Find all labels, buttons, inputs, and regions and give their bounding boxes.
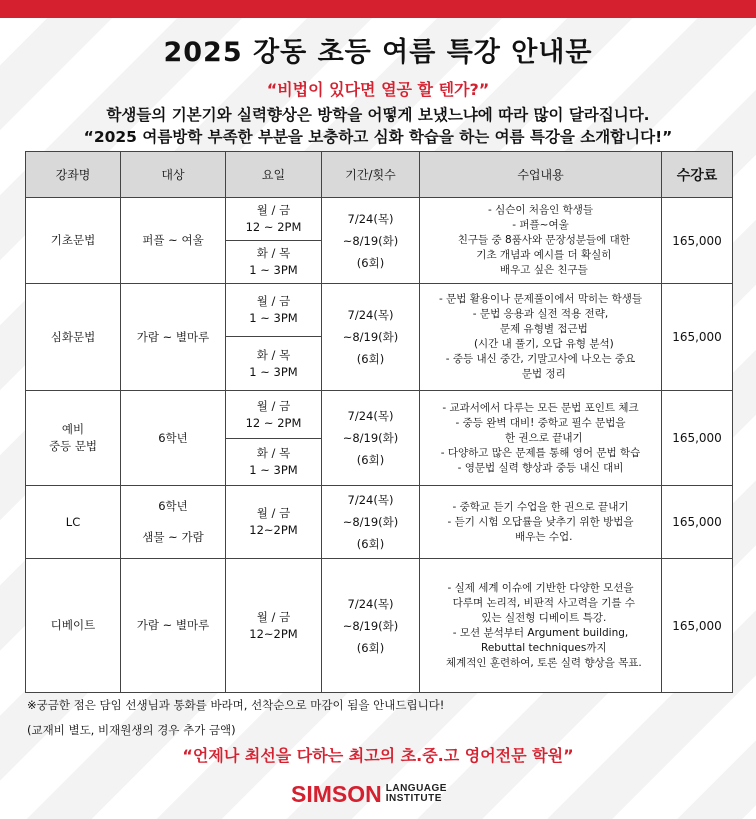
logo-sub-line-2: INSTITUTE	[385, 793, 442, 804]
schedule-cell	[226, 284, 322, 337]
course-table	[25, 151, 733, 693]
schedule-time: 12~2PM	[249, 523, 298, 537]
header-course: 강좌명	[26, 152, 121, 198]
schedule-days: 화 / 목	[256, 446, 291, 460]
period-text: 7/24(목)	[347, 596, 394, 611]
content-line: 문제 유형별 접근법	[493, 323, 588, 335]
header-days: 요일	[226, 152, 322, 198]
period-text: (6회)	[356, 352, 385, 366]
schedule-days: 월 / 금	[256, 203, 291, 217]
schedule-days: 월 / 금	[256, 398, 291, 413]
content-line: 문법 정리	[515, 368, 566, 380]
content-line: - 문법 활용이나 문제풀이에서 막히는 학생들	[438, 293, 643, 305]
course-name: 디베이트	[50, 618, 96, 632]
schedule-cell	[226, 198, 322, 241]
fee-cell: 165,000	[662, 486, 733, 559]
content-line: 한 권으로 끝내기	[498, 431, 583, 444]
content-line: - 중등 완벽 대비! 중학교 필수 문법을	[455, 416, 626, 429]
content-line: - 모션 분석부터 Argument building,	[452, 626, 629, 639]
schedule-days: 월 / 금	[256, 609, 291, 624]
table-row	[26, 198, 733, 241]
period-cell	[322, 486, 420, 559]
fee-cell: 165,000	[662, 391, 733, 486]
content-line: 기초 개념과 예시를 더 확실히	[469, 249, 612, 261]
period-text: ~8/19(화)	[342, 330, 399, 344]
target-cell	[121, 391, 226, 486]
content-cell	[420, 198, 662, 284]
page-title: 2025 강동 초등 여름 특강 안내문	[163, 37, 593, 68]
course-name: LC	[65, 514, 81, 529]
target-text: 가람 ~ 별마루	[136, 618, 210, 632]
target-cell	[121, 198, 226, 284]
simson-logo	[291, 781, 447, 807]
course-name: 중등 문법	[48, 439, 98, 453]
fee-cell: 165,000	[662, 198, 733, 284]
top-accent-bar	[0, 0, 756, 18]
schedule-cell	[226, 439, 322, 486]
content-line: 배우는 수업.	[508, 530, 573, 543]
course-name: 예비	[61, 422, 85, 436]
period-text: 7/24(목)	[347, 211, 394, 226]
course-name-cell	[26, 559, 121, 693]
schedule-cell	[226, 559, 322, 693]
period-text: ~8/19(화)	[342, 233, 399, 248]
content-line: - 퍼플~여울	[512, 219, 569, 231]
period-text: ~8/19(화)	[342, 515, 399, 529]
content-line: 있는 실전형 디베이트 특강.	[474, 611, 607, 624]
content-line: (시간 내 풀기, 오답 유형 분석)	[467, 338, 614, 350]
content-line: 다루며 논리적, 비판적 사고력을 기를 수	[446, 596, 635, 609]
period-text: (6회)	[356, 255, 385, 270]
course-name-cell	[26, 486, 121, 559]
target-cell	[121, 284, 226, 391]
intro-line-2: “2025 여름방학 부족한 부분을 보충하고 심화 학습을 하는 여름 특강을 소개합니다!”	[83, 128, 673, 146]
period-text: 7/24(목)	[347, 409, 394, 423]
header-period: 기간/횟수	[322, 152, 420, 198]
schedule-time: 1 ~ 3PM	[249, 263, 298, 277]
logo-main-text: SIMSON	[291, 780, 382, 807]
schedule-days: 월 / 금	[256, 506, 291, 520]
header-fee: 수강료	[662, 152, 733, 198]
target-cell	[121, 486, 226, 559]
period-text: ~8/19(화)	[342, 618, 399, 633]
content-line: - 실제 세계 이슈에 기반한 다양한 모션을	[447, 581, 634, 594]
course-name-cell	[26, 284, 121, 391]
schedule-time: 1 ~ 3PM	[249, 311, 298, 325]
target-text: 샘물 ~ 가람	[142, 530, 204, 544]
content-cell	[420, 391, 662, 486]
period-text: 7/24(목)	[347, 308, 394, 322]
course-name-cell	[26, 198, 121, 284]
table-row	[26, 486, 733, 559]
schedule-time: 12 ~ 2PM	[245, 415, 302, 430]
content-line: - 듣기 시험 오답률을 낮추기 위한 방법을	[447, 515, 634, 528]
schedule-time: 12 ~ 2PM	[245, 220, 302, 234]
table-header-row	[26, 152, 733, 198]
content-line: 체계적인 훈련하여, 토론 실력 향상을 목표.	[439, 656, 642, 669]
table-row	[26, 284, 733, 337]
content-line: - 문법 응용과 실전 적용 전략,	[472, 308, 609, 320]
content-line: - 다양하고 많은 문제를 통해 영어 문법 학습	[440, 446, 641, 459]
period-text: ~8/19(화)	[342, 431, 399, 445]
schedule-cell	[226, 391, 322, 439]
target-cell	[121, 559, 226, 693]
content-line: Rebuttal techniques까지	[474, 641, 607, 654]
schedule-time: 12~2PM	[249, 626, 298, 641]
content-line: - 중등 내신 중간, 기말고사에 나오는 중요	[445, 353, 636, 365]
logo-sub-text	[386, 784, 447, 804]
course-name: 심화문법	[50, 329, 96, 344]
period-text: (6회)	[356, 453, 385, 467]
slogan: “비법이 있다면 열공 할 텐가?”	[266, 80, 490, 99]
period-cell	[322, 559, 420, 693]
target-text: 퍼플 ~ 여울	[142, 233, 204, 247]
content-line: - 심슨이 처음인 학생들	[487, 204, 594, 216]
content-line: 배우고 싶은 친구들	[493, 264, 588, 276]
schedule-cell	[226, 486, 322, 559]
content-line: - 영문법 실력 향상과 중등 내신 대비	[457, 461, 624, 474]
schedule-time: 1 ~ 3PM	[249, 463, 298, 477]
notice-line-2: (교재비 별도, 비재원생의 경우 추가 금액)	[27, 723, 236, 737]
schedule-cell	[226, 337, 322, 391]
target-text: 6학년	[158, 499, 188, 513]
content-cell	[420, 559, 662, 693]
table-row	[26, 391, 733, 439]
period-cell	[322, 198, 420, 284]
header-content: 수업내용	[420, 152, 662, 198]
content-cell	[420, 486, 662, 559]
content-line: - 중학교 듣기 수업을 한 권으로 끝내기	[452, 500, 629, 513]
target-text: 가람 ~ 별마루	[136, 329, 210, 344]
schedule-time: 1 ~ 3PM	[249, 364, 298, 379]
period-cell	[322, 391, 420, 486]
course-name: 기초문법	[50, 233, 96, 247]
fee-cell: 165,000	[662, 559, 733, 693]
schedule-days: 월 / 금	[256, 294, 291, 308]
period-cell	[322, 284, 420, 391]
content-line: - 교과서에서 다루는 모든 문법 포인트 체크	[442, 401, 639, 414]
motto: “언제나 최선을 다하는 최고의 초.중.고 영어전문 학원”	[182, 746, 574, 765]
logo-sub-line-1: LANGUAGE	[385, 783, 447, 794]
fee-cell: 165,000	[662, 284, 733, 391]
course-name-cell	[26, 391, 121, 486]
period-text: (6회)	[356, 537, 385, 551]
schedule-days: 화 / 목	[256, 246, 291, 260]
period-text: (6회)	[356, 640, 385, 655]
period-text: 7/24(목)	[347, 493, 394, 507]
schedule-cell	[226, 241, 322, 284]
schedule-days: 화 / 목	[256, 347, 291, 362]
target-text: 6학년	[158, 430, 188, 445]
table-row	[26, 559, 733, 693]
notice-line-1: ※궁금한 점은 담임 선생님과 통화를 바라며, 선착순으로 마감이 됨을 안내드립니다!	[27, 698, 445, 712]
content-cell	[420, 284, 662, 391]
content-line: 친구들 중 8품사와 문장성분들에 대한	[451, 234, 630, 246]
table-body	[26, 198, 733, 693]
intro-line-1: 학생들의 기본기와 실력향상은 방학을 어떻게 보냈느냐에 따라 많이 달라집니다.	[106, 106, 650, 124]
header-target: 대상	[121, 152, 226, 198]
